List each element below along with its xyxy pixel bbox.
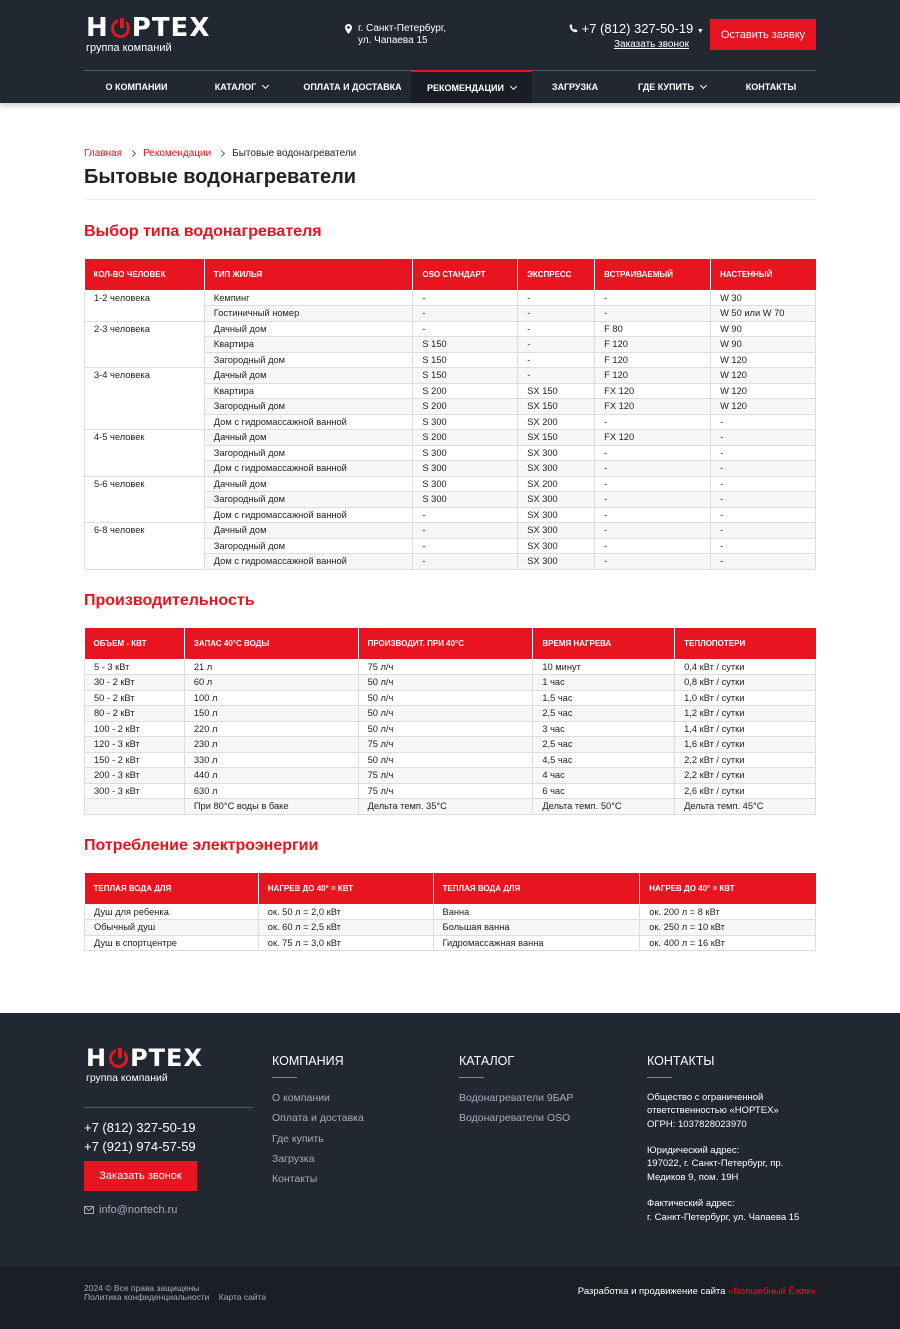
mail-icon [84,1206,94,1214]
footer-company-link[interactable]: О компании [272,1092,330,1104]
nav-label: О КОМПАНИИ [105,82,168,92]
table-cell: 50 - 2 кВт [85,690,185,706]
table-cell: F 120 [595,368,711,384]
table-cell: 200 - 3 кВт [85,768,185,784]
table-cell: - [413,290,518,306]
table-cell: Квартира [204,383,413,399]
table-cell: - [413,554,518,570]
table-row [85,920,816,936]
table-cell: FX 120 [595,430,711,446]
table-cell: 330 л [184,752,358,768]
table-cell: 60 л [184,675,358,691]
table-cell: - [595,554,711,570]
contact-line: Юридический адрес: [647,1145,740,1157]
table-cell: 50 л/ч [358,706,533,722]
table-cell: SX 300 [518,538,595,554]
table-cell: SX 300 [518,492,595,508]
column-header: ПРОИЗВОДИТ. ПРИ 40°С [358,628,533,659]
table-cell: SX 300 [518,554,595,570]
logo-subtitle: группа компаний [86,1072,168,1084]
logo-subtitle: группа компаний [86,42,172,54]
table-cell: - [595,445,711,461]
footer-company-title: КОМПАНИЯ [272,1054,364,1078]
address-line-1: г. Санкт-Петербург, [358,23,446,34]
table-row [85,690,816,706]
table-cell: 75 л/ч [358,659,533,675]
chevron-down-icon [700,82,707,89]
table-row [85,706,816,722]
table-cell: 3 час [533,721,675,737]
table-cell: - [413,306,518,322]
column-header: КОЛ-ВО ЧЕЛОВЕК [85,259,205,290]
table-cell: W 50 или W 70 [711,306,816,322]
table-cell: - [711,461,816,477]
column-header: ТИП ЖИЛЬЯ [204,259,413,290]
table-cell: При 80°С воды в баке [184,799,358,815]
table-cell: S 200 [413,383,518,399]
callback-link[interactable]: Заказать звонок [614,39,689,50]
power-consumption-table [84,873,816,951]
table-cell: ок. 50 л = 2,0 кВт [258,904,433,920]
table-cell: 5 - 3 кВт [85,659,185,675]
table-cell: 80 - 2 кВт [85,706,185,722]
footer-phone-1[interactable]: +7 (812) 327-50-19 [84,1120,196,1135]
table-row [85,476,816,492]
header-phone[interactable]: +7 (812) 327-50-19 [581,21,694,36]
table-cell: S 150 [413,352,518,368]
power-icon [109,1049,128,1068]
breadcrumb-current: Бытовые водонагреватели [232,148,357,159]
table-row [85,659,816,675]
footer-company-link[interactable]: Где купить [272,1132,324,1145]
table-cell: - [518,352,595,368]
table-cell: 10 минут [533,659,675,675]
breadcrumb-recommendations[interactable]: Рекомендации [143,148,212,159]
nav-recommendations[interactable] [411,70,532,103]
contact-line: г. Санкт-Петербург, ул. Чапаева 15 [647,1211,800,1223]
nav-download[interactable] [532,71,618,103]
footer-email[interactable] [84,1204,177,1216]
contact-line: ответственностью «НОРТЕХ» [647,1105,779,1117]
column-header: ТЕПЛАЯ ВОДА ДЛЯ [85,873,259,904]
nav-label: ЗАГРУЗКА [551,82,599,92]
table-cell: - [711,538,816,554]
nav-catalog[interactable] [189,71,294,103]
table-cell: 150 - 2 кВт [85,752,185,768]
header-address [345,23,446,47]
table-cell: - [595,414,711,430]
table-cell: Большая ванна [433,920,640,936]
table-cell: - [518,321,595,337]
table-cell: 2,5 час [533,737,675,753]
table-cell: Дачный дом [204,430,413,446]
table-cell: 1,6 кВт / сутки [675,737,816,753]
header-phone-block [569,21,704,50]
contact-line: 197022, г. Санкт-Петербург, пр. [647,1158,784,1170]
footer-logo[interactable] [86,1045,203,1084]
table-cell: 120 - 3 кВт [85,737,185,753]
table-cell: Загородный дом [204,492,413,508]
table-cell: 75 л/ч [358,783,533,799]
footer-company-column [272,1054,364,1189]
column-header: ЗАПАС 40°С ВОДЫ [184,628,358,659]
table-cell: Дельта темп. 35°С [358,799,533,815]
phone-icon [569,24,578,33]
table-cell: 4,5 час [533,752,675,768]
logo-wordmark: Н РТЕХ [86,13,211,43]
section-title-power-consumption: Потребление электроэнергии [84,837,319,854]
table-cell: Душ в спортцентре [85,935,259,951]
table-row [85,321,816,337]
contact-line: Фактический адрес: [647,1198,735,1210]
nav-where-to-buy[interactable] [618,71,726,103]
table-cell: SX 200 [518,414,595,430]
table-cell: - [518,306,595,322]
column-header: НАСТЕННЫЙ [711,259,816,290]
table-cell: W 120 [711,352,816,368]
table-cell: 2,2 кВт / сутки [675,752,816,768]
table-row [85,799,816,815]
column-header: ТЕПЛАЯ ВОДА ДЛЯ [433,873,640,904]
footer-catalog-title: КАТАЛОГ [459,1054,573,1078]
footer-legal [84,1284,266,1302]
table-cell: ок. 75 л = 3,0 кВт [258,935,433,951]
people-count-cell: 6-8 человек [85,523,205,570]
table-cell: Дом с гидромассажной ванной [204,414,413,430]
footer-contacts-text [647,1091,799,1237]
table-cell: Дельта темп. 50°С [533,799,675,815]
sitemap-link[interactable]: Карта сайта [218,1292,267,1302]
developer-link[interactable]: «Волшебный Ёжик» [728,1286,816,1297]
main-nav [84,70,816,103]
table-cell: 300 - 3 кВт [85,783,185,799]
table-cell: - [595,306,711,322]
table-cell: W 90 [711,321,816,337]
table-cell: S 300 [413,414,518,430]
table-row [85,768,816,784]
table-cell: - [711,445,816,461]
developer-credit [578,1286,816,1297]
table-row [85,935,816,951]
table-cell: W 120 [711,368,816,384]
chevron-down-icon [510,82,517,89]
table-cell: - [711,492,816,508]
people-count-cell: 5-6 человек [85,476,205,523]
footer-company-link[interactable]: Загрузка [272,1152,315,1165]
table-cell: S 300 [413,445,518,461]
table-cell: 50 л/ч [358,675,533,691]
contact-paragraph [647,1144,799,1184]
chevron-right-icon [218,150,225,157]
table-cell: - [413,523,518,539]
contact-line: Медиков 9, пом. 19Н [647,1171,739,1183]
breadcrumb-home[interactable]: Главная [84,148,123,159]
table-row [85,523,816,539]
table-cell: 2,5 час [533,706,675,722]
column-header: OSO СТАНДАРТ [413,259,518,290]
table-row [85,752,816,768]
privacy-link[interactable]: Политика конфиденциальности [84,1292,210,1302]
table-cell: 230 л [184,737,358,753]
table-cell: ок. 200 л = 8 кВт [640,904,816,920]
nav-about[interactable] [84,71,189,103]
copyright: 2024 © Все права защищены [84,1283,200,1293]
table-cell: Дом с гидромассажной ванной [204,461,413,477]
table-cell: 0,8 кВт / сутки [675,675,816,691]
table-cell: - [518,337,595,353]
table-cell: - [711,430,816,446]
header-logo[interactable] [86,15,216,54]
table-row [85,721,816,737]
table-cell: F 80 [595,321,711,337]
table-cell [85,799,185,815]
table-cell: SX 150 [518,430,595,446]
table-cell: 2,2 кВт / сутки [675,768,816,784]
table-cell: 1,5 час [533,690,675,706]
table-cell: Загородный дом [204,399,413,415]
footer-company-link[interactable]: Контакты [272,1173,318,1186]
table-cell: 220 л [184,721,358,737]
table-cell: 6 час [533,783,675,799]
table-cell: F 120 [595,337,711,353]
nav-payment[interactable] [294,71,411,103]
table-cell: - [595,492,711,508]
table-cell: Ванна [433,904,640,920]
contact-paragraph [647,1197,799,1224]
table-cell: - [595,507,711,523]
column-header: ОБЪЕМ - КВТ [85,628,185,659]
table-cell: 50 л/ч [358,690,533,706]
table-cell: 75 л/ч [358,737,533,753]
logo-wordmark: Н РТЕХ [86,1044,203,1072]
nav-label: ОПЛАТА И ДОСТАВКА [303,82,402,92]
footer-callback-button[interactable]: Заказать звонок [84,1161,197,1191]
footer-catalog-link[interactable]: Водонагреватели 9БАР [459,1092,574,1104]
table-cell: - [595,461,711,477]
table-cell: - [413,538,518,554]
table-cell: FX 120 [595,383,711,399]
column-header: НАГРЕВ ДО 40° = КВТ [258,873,433,904]
request-button[interactable]: Оставить заявку [710,19,816,50]
nav-label: ГДЕ КУПИТЬ [637,82,694,92]
table-cell: - [413,507,518,523]
table-cell: FX 120 [595,399,711,415]
table-cell: 440 л [184,768,358,784]
table-cell: SX 300 [518,445,595,461]
power-icon [111,19,130,38]
table-cell: Гидромассажная ванна [433,935,640,951]
table-cell: - [711,554,816,570]
table-cell: S 300 [413,476,518,492]
nav-label: КОНТАКТЫ [745,82,797,92]
contact-paragraph [647,1091,799,1131]
table-cell: SX 300 [518,523,595,539]
table-row [85,675,816,691]
section-title-heater-type: Выбор типа водонагревателя [84,223,322,240]
table-cell: 0,4 кВт / сутки [675,659,816,675]
table-cell: SX 150 [518,399,595,415]
table-row [85,737,816,753]
table-cell: SX 300 [518,507,595,523]
nav-contacts[interactable] [726,71,816,103]
table-cell: Дачный дом [204,368,413,384]
table-cell: Обычный душ [85,920,259,936]
table-cell: - [711,414,816,430]
table-cell: Дачный дом [204,523,413,539]
breadcrumb [84,148,356,159]
table-cell: - [595,476,711,492]
footer-contacts-title: КОНТАКТЫ [647,1054,714,1078]
nav-label: КАТАЛОГ [214,82,257,92]
table-cell: ок. 400 л = 16 кВт [640,935,816,951]
table-row [85,430,816,446]
table-cell: - [595,290,711,306]
table-row [85,904,816,920]
divider [84,199,816,200]
table-cell: - [595,523,711,539]
table-cell: Загородный дом [204,538,413,554]
footer-phone-2[interactable]: +7 (921) 974-57-59 [84,1139,196,1154]
column-header: ЭКСПРЕСС [518,259,595,290]
footer-contacts-column [647,1054,714,1078]
table-cell: W 90 [711,337,816,353]
table-cell: - [711,523,816,539]
table-cell: S 200 [413,399,518,415]
table-cell: Гостиничный номер [204,306,413,322]
table-cell: 21 л [184,659,358,675]
developer-text: Разработка и продвижение сайта [577,1286,729,1297]
column-header: ТЕПЛОПОТЕРИ [675,628,816,659]
heater-type-table [84,259,816,570]
table-row [85,290,816,306]
table-cell: Загородный дом [204,445,413,461]
table-cell: S 300 [413,492,518,508]
chevron-down-icon [262,82,269,89]
table-cell: 100 - 2 кВт [85,721,185,737]
table-cell: S 150 [413,368,518,384]
table-cell: Загородный дом [204,352,413,368]
footer-catalog-column [459,1054,573,1129]
table-cell: 630 л [184,783,358,799]
table-row [85,783,816,799]
table-cell: W 120 [711,399,816,415]
column-header: ВСТРАИВАЕМЫЙ [595,259,711,290]
table-cell: - [518,368,595,384]
table-cell: 1,2 кВт / сутки [675,706,816,722]
contact-line: ОГРН: 1037828023970 [647,1118,747,1130]
column-header: ВРЕМЯ НАГРЕВА [533,628,675,659]
table-cell: 4 час [533,768,675,784]
table-cell: Душ для ребенка [85,904,259,920]
table-cell: Дельта темп. 45°С [675,799,816,815]
table-cell: Квартира [204,337,413,353]
site-header [0,0,900,103]
table-cell: 1,4 кВт / сутки [675,721,816,737]
table-cell: 2,6 кВт / сутки [675,783,816,799]
table-cell: 100 л [184,690,358,706]
table-cell: SX 300 [518,461,595,477]
nav-label: РЕКОМЕНДАЦИИ [427,82,504,93]
table-cell: Дом с гидромассажной ванной [204,554,413,570]
table-cell: 150 л [184,706,358,722]
divider [84,1107,253,1108]
table-cell: Дом с гидромассажной ванной [204,507,413,523]
table-cell: W 120 [711,383,816,399]
table-cell: W 30 [711,290,816,306]
table-cell: 75 л/ч [358,768,533,784]
address-line-2: ул. Чапаева 15 [358,35,428,46]
table-cell: 50 л/ч [358,752,533,768]
chevron-right-icon [129,150,136,157]
people-count-cell: 1-2 человека [85,290,205,321]
people-count-cell: 2-3 человека [85,321,205,368]
table-cell: Кемпинг [204,290,413,306]
page-title: Бытовые водонагреватели [84,166,357,188]
table-cell: S 300 [413,461,518,477]
table-cell: - [711,507,816,523]
table-cell: SX 200 [518,476,595,492]
email-text: info@nortech.ru [99,1204,178,1216]
people-count-cell: 3-4 человека [85,368,205,430]
table-cell: SX 150 [518,383,595,399]
column-header: НАГРЕВ ДО 40° = КВТ [640,873,816,904]
table-cell: - [711,476,816,492]
section-title-performance: Производительность [84,592,255,609]
table-cell: 1,0 кВт / сутки [675,690,816,706]
table-cell: Дачный дом [204,321,413,337]
table-cell: ок. 60 л = 2,5 кВт [258,920,433,936]
table-cell: 1 час [533,675,675,691]
map-pin-icon [345,24,352,34]
table-cell: F 120 [595,352,711,368]
table-cell: S 150 [413,337,518,353]
table-cell: ок. 250 л = 10 кВт [640,920,816,936]
table-cell: Дачный дом [204,476,413,492]
table-cell: - [518,290,595,306]
table-cell: - [595,538,711,554]
footer-catalog-link[interactable]: Водонагреватели OSO [459,1112,571,1125]
phone-dropdown-icon[interactable]: ▼ [696,28,704,35]
people-count-cell: 4-5 человек [85,430,205,477]
table-cell: 50 л/ч [358,721,533,737]
table-cell: - [413,321,518,337]
performance-table [84,628,816,815]
contact-line: Общество с ограниченной [647,1092,764,1103]
table-cell: S 200 [413,430,518,446]
table-row [85,368,816,384]
footer-company-link[interactable]: Оплата и доставка [272,1112,364,1125]
table-cell: 30 - 2 кВт [85,675,185,691]
